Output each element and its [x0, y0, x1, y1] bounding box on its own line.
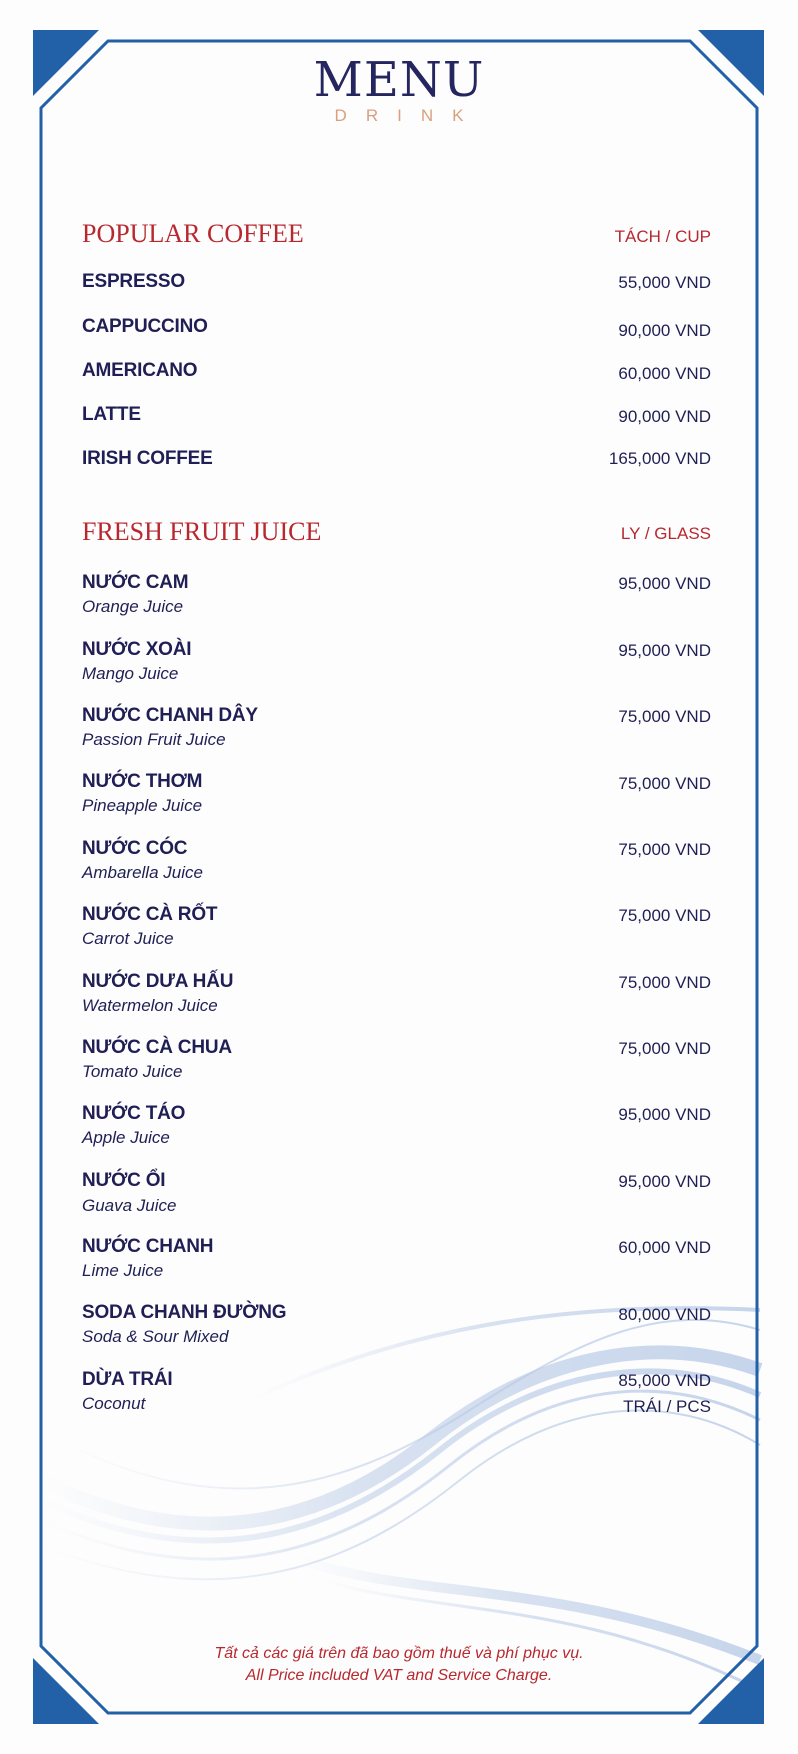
footer-note-en: All Price included VAT and Service Charge.: [245, 1667, 553, 1684]
section-title-juice: FRESH FRUIT JUICE: [82, 517, 322, 546]
juice-item-name: NƯỚC CHANH DÂY: [82, 705, 258, 726]
juice-item-english: Passion Fruit Juice: [82, 730, 226, 749]
juice-item-price: 75,000 VND: [618, 840, 711, 859]
juice-item-name: NƯỚC CÀ RỐT: [82, 904, 218, 925]
juice-item-price: 60,000 VND: [618, 1238, 711, 1257]
juice-item-price: 95,000 VND: [618, 641, 711, 660]
juice-item-english: Carrot Juice: [82, 929, 174, 948]
juice-item-price: 75,000 VND: [618, 774, 711, 793]
coffee-item-price: 90,000 VND: [618, 321, 711, 340]
juice-item-english: Tomato Juice: [82, 1062, 183, 1081]
juice-item-english: Soda & Sour Mixed: [82, 1327, 229, 1346]
juice-item-name: NƯỚC CÀ CHUA: [82, 1037, 232, 1058]
coffee-item-name: AMERICANO: [82, 360, 198, 381]
coffee-item-price: 55,000 VND: [618, 273, 711, 292]
juice-item-english: Guava Juice: [82, 1196, 177, 1215]
juice-item-english: Apple Juice: [82, 1128, 170, 1147]
juice-item-english: Ambarella Juice: [82, 863, 203, 882]
menu-subtitle: DRINK: [334, 106, 483, 125]
juice-item-name: NƯỚC XOÀI: [82, 639, 192, 660]
juice-item-price: 95,000 VND: [618, 574, 711, 593]
section-unit-coffee: TÁCH / CUP: [614, 227, 711, 246]
juice-item-english: Pineapple Juice: [82, 796, 203, 815]
footer-note-vi: Tất cả các giá trên đã bao gồm thuế và phí phục vụ.: [214, 1645, 584, 1662]
juice-item-name: NƯỚC ỔI: [82, 1170, 166, 1191]
section-unit-juice: LY / GLASS: [620, 524, 711, 543]
juice-item-name: NƯỚC CÓC: [82, 838, 188, 859]
juice-item-english: Mango Juice: [82, 664, 179, 683]
juice-item-price: 75,000 VND: [618, 906, 711, 925]
juice-item-price: 85,000 VND: [618, 1371, 711, 1390]
juice-item-price: 80,000 VND: [618, 1305, 711, 1324]
juice-item-english: Watermelon Juice: [82, 996, 218, 1015]
coffee-item-name: ESPRESSO: [82, 271, 185, 292]
coffee-item-price: 60,000 VND: [618, 364, 711, 383]
juice-item-name: NƯỚC TÁO: [82, 1103, 186, 1124]
coffee-item-name: IRISH COFFEE: [82, 448, 213, 469]
juice-item-name: NƯỚC THƠM: [82, 771, 203, 792]
juice-item-english: Coconut: [82, 1394, 146, 1413]
coffee-item-name: CAPPUCCINO: [82, 316, 208, 337]
coffee-item-price: 90,000 VND: [618, 407, 711, 426]
juice-item-name: DỪA TRÁI: [82, 1369, 173, 1390]
juice-item-price: 75,000 VND: [618, 1039, 711, 1058]
juice-item-name: NƯỚC DƯA HẤU: [82, 971, 234, 992]
coffee-item-name: LATTE: [82, 404, 141, 425]
juice-item-unit: TRÁI / PCS: [623, 1397, 711, 1416]
juice-item-price: 75,000 VND: [618, 707, 711, 726]
juice-item-english: Lime Juice: [82, 1261, 164, 1280]
juice-item-name: SODA CHANH ĐƯỜNG: [82, 1302, 287, 1323]
juice-item-price: 95,000 VND: [618, 1105, 711, 1124]
juice-item-name: NƯỚC CAM: [82, 572, 189, 593]
coffee-item-price: 165,000 VND: [608, 449, 711, 468]
juice-item-name: NƯỚC CHANH: [82, 1236, 214, 1257]
menu-title: MENU: [313, 52, 485, 108]
juice-item-price: 75,000 VND: [618, 973, 711, 992]
juice-item-price: 95,000 VND: [618, 1172, 711, 1191]
section-title-coffee: POPULAR COFFEE: [82, 219, 304, 248]
juice-item-english: Orange Juice: [82, 597, 184, 616]
